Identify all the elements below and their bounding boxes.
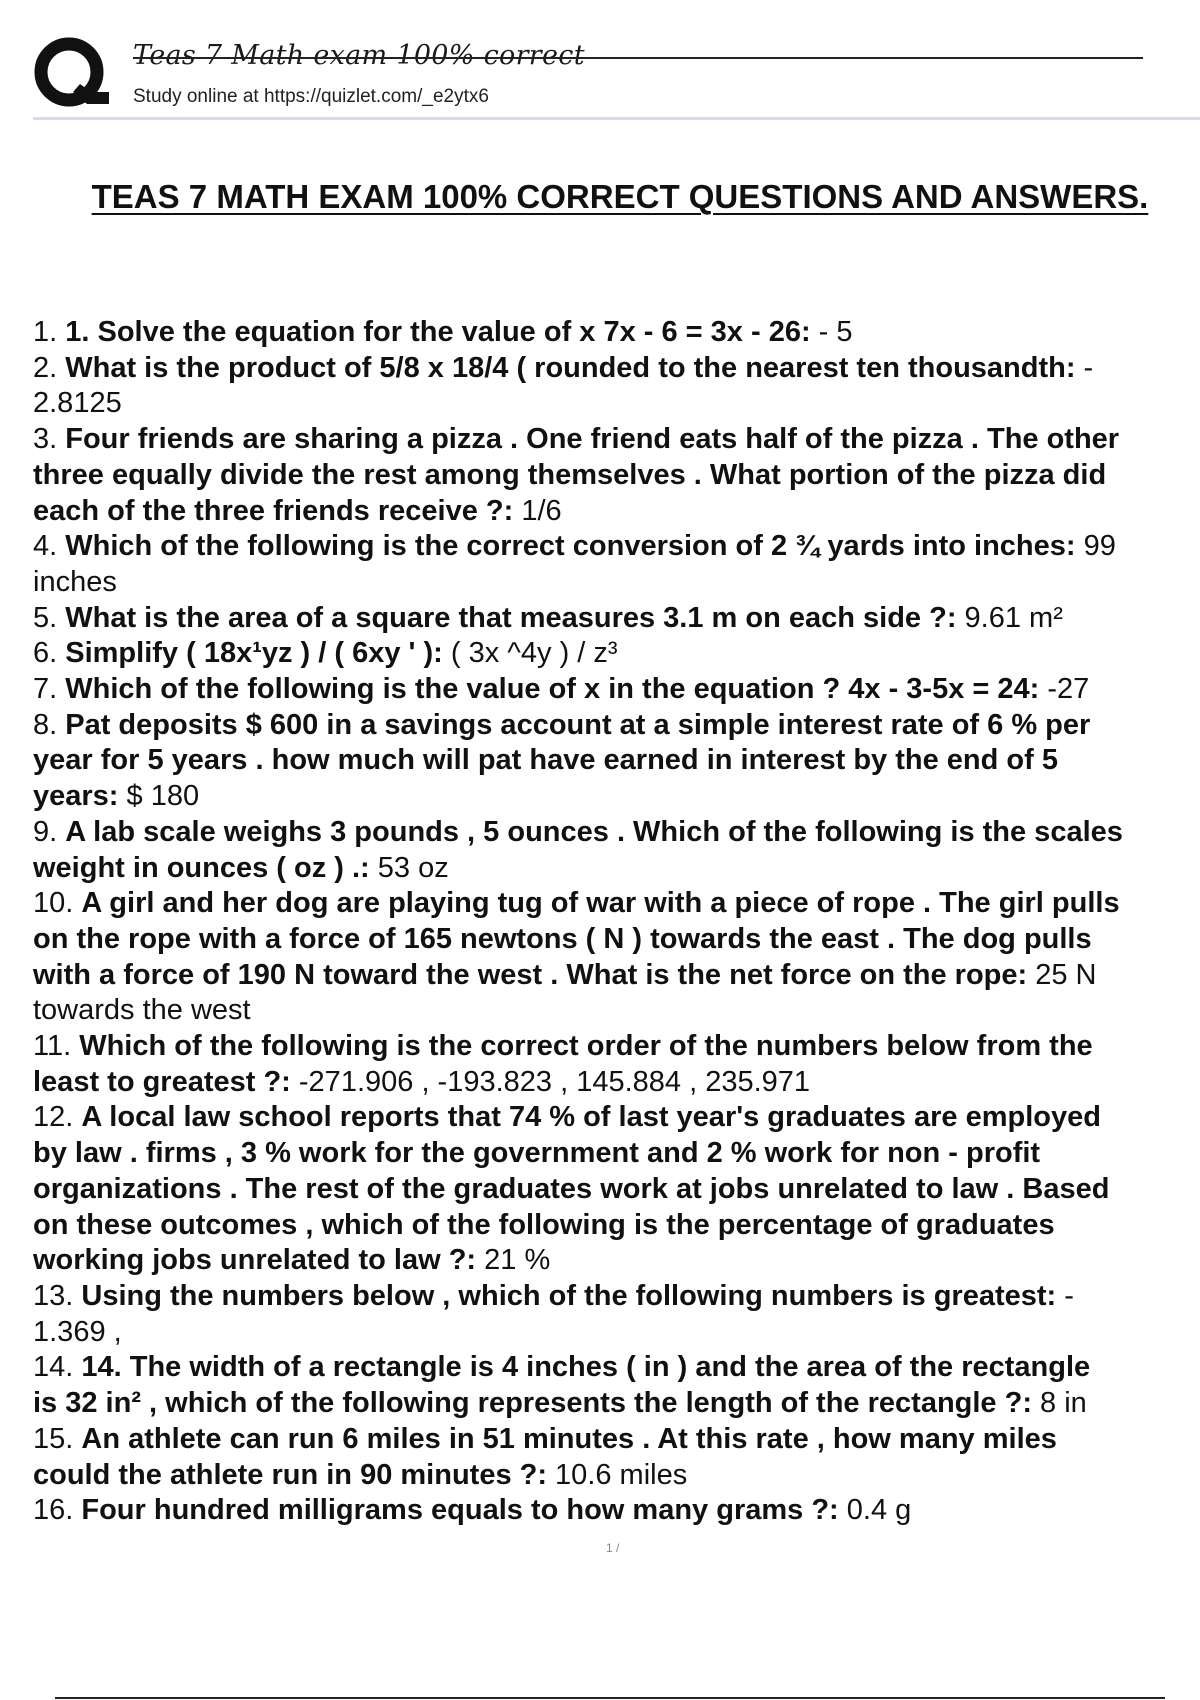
answer-text: 99 <box>1075 530 1116 563</box>
qa-line <box>33 422 1200 458</box>
question-number: 4. <box>33 530 66 563</box>
qa-line <box>33 815 1200 851</box>
question-number: 3. <box>33 423 66 456</box>
question-text: weight in ounces ( oz ) .: <box>33 851 370 884</box>
question-text: organizations . The rest of the graduates work at jobs unrelated to law . Based <box>33 1172 1110 1205</box>
qa-line <box>33 1029 1200 1065</box>
quizlet-logo-icon <box>33 34 111 112</box>
question-answer-list <box>33 315 1200 1525</box>
qa-line <box>33 922 1200 958</box>
answer-text: 8 in <box>1032 1387 1087 1420</box>
question-text: A local law school reports that 74 % of last year's graduates are employed <box>81 1101 1101 1134</box>
question-text: Pat deposits $ 600 in a savings account at a simple interest rate of 6 % per <box>65 708 1091 741</box>
answer-text: $ 180 <box>118 780 200 813</box>
footer-divider <box>55 1697 1165 1699</box>
question-text: with a force of 190 N toward the west . What is the net force on the rope: <box>33 958 1028 991</box>
qa-line <box>33 1386 1200 1422</box>
question-text: Simplify ( 18x¹yz ) / ( 6xy ' ): <box>65 637 443 670</box>
qa-line <box>33 708 1200 744</box>
question-text: years: <box>33 780 119 813</box>
answer-text: towards the west <box>33 994 251 1027</box>
question-text: What is the area of a square that measures 3.1 m on each side ?: <box>65 601 957 634</box>
qa-line <box>33 672 1200 708</box>
answer-text: - <box>1056 1279 1074 1312</box>
main-heading <box>0 178 1200 216</box>
qa-line <box>33 1136 1200 1172</box>
main-heading-text: TEAS 7 MATH EXAM 100% CORRECT QUESTIONS AND ANSWERS. <box>91 178 1149 215</box>
answer-text: inches <box>33 565 117 598</box>
question-text: Which of the following is the correct order of the numbers below from the <box>79 1030 1093 1063</box>
question-number: 6. <box>33 637 66 670</box>
question-number: 15. <box>33 1422 82 1455</box>
question-text: A lab scale weighs 3 pounds , 5 ounces . Which of the following is the scales <box>65 815 1123 848</box>
question-text: Which of the following is the correct conversion of 2 ¾ yards into inches: <box>65 530 1076 563</box>
question-text: could the athlete run in 90 minutes ?: <box>33 1458 547 1491</box>
answer-text: 1.369 , <box>33 1315 122 1348</box>
answer-text: 53 oz <box>369 851 449 884</box>
question-text: each of the three friends receive ?: <box>33 494 514 527</box>
question-text: three equally divide the rest among themselves . What portion of the pizza did <box>33 458 1107 491</box>
qa-line <box>33 743 1200 779</box>
question-text: Four hundred milligrams equals to how many grams ?: <box>81 1494 839 1525</box>
qa-line <box>33 1243 1200 1279</box>
answer-text: 1/6 <box>513 494 562 527</box>
answer-text: 2.8125 <box>33 387 122 420</box>
question-number: 9. <box>33 815 66 848</box>
question-number: 12. <box>33 1101 82 1134</box>
qa-line <box>33 1493 1200 1525</box>
question-number: 2. <box>33 351 66 384</box>
qa-line <box>33 886 1200 922</box>
question-text: least to greatest ?: <box>33 1065 291 1098</box>
question-number: 1. <box>33 316 66 348</box>
question-number: 10. <box>33 887 82 920</box>
qa-line <box>33 1315 1200 1351</box>
question-text: Four friends are sharing a pizza . One friend eats half of the pizza . The other <box>65 423 1120 456</box>
qa-line <box>33 1208 1200 1244</box>
question-number: 13. <box>33 1279 82 1312</box>
page-number: 1 / <box>606 1541 620 1555</box>
answer-text: 9.61 m² <box>956 601 1063 634</box>
question-text: by law . firms , 3 % work for the government and 2 % work for non - profit <box>33 1137 1041 1170</box>
answer-text: ( 3x ^4y ) / z³ <box>442 637 618 670</box>
qa-line <box>33 779 1200 815</box>
answer-text: - <box>1075 351 1094 384</box>
qa-line <box>33 1350 1200 1386</box>
question-text: A girl and her dog are playing tug of war with a piece of rope . The girl pulls <box>81 887 1120 920</box>
qa-line <box>33 386 1200 422</box>
qa-line <box>33 458 1200 494</box>
question-text: Which of the following is the value of x in the equation ? 4x - 3-5x = 24: <box>65 673 1040 706</box>
question-text: Using the numbers below , which of the following numbers is greatest: <box>81 1279 1057 1312</box>
answer-text: - 5 <box>810 316 853 348</box>
question-number: 16. <box>33 1494 82 1525</box>
question-text: What is the product of 5/8 x 18/4 ( rounded to the nearest ten thousandth: <box>65 351 1076 384</box>
title-rule <box>133 57 1143 59</box>
question-text: is 32 in² , which of the following represents the length of the rectangle ?: <box>33 1387 1032 1420</box>
qa-line <box>33 1065 1200 1101</box>
document-title: Teas 7 Math exam 100% correct <box>133 40 585 71</box>
answer-text: 21 % <box>476 1244 551 1277</box>
header-divider <box>33 117 1200 120</box>
qa-line <box>33 1279 1200 1315</box>
question-number: 11. <box>33 1030 80 1063</box>
question-text: 1. Solve the equation for the value of x 7x - 6 = 3x - 26: <box>65 316 811 348</box>
qa-line <box>33 1172 1200 1208</box>
qa-line <box>33 1458 1200 1494</box>
question-text: on these outcomes , which of the following is the percentage of graduates <box>33 1208 1055 1241</box>
qa-line <box>33 565 1200 601</box>
question-number: 7. <box>33 673 66 706</box>
qa-line <box>33 494 1200 530</box>
question-number: 14. <box>33 1351 82 1384</box>
qa-line <box>33 958 1200 994</box>
question-number: 5. <box>33 601 66 634</box>
qa-line <box>33 529 1200 565</box>
answer-text: 25 N <box>1027 958 1097 991</box>
question-text: year for 5 years . how much will pat have earned in interest by the end of 5 <box>33 744 1058 777</box>
qa-line <box>33 351 1200 387</box>
question-text: 14. The width of a rectangle is 4 inches ( in ) and the area of the rectangle <box>81 1351 1091 1384</box>
answer-text: 0.4 g <box>838 1494 912 1525</box>
study-online-link[interactable]: Study online at https://quizlet.com/_e2ytx6 <box>133 86 489 107</box>
qa-line <box>33 601 1200 637</box>
question-text: on the rope with a force of 165 newtons ( N ) towards the east . The dog pulls <box>33 922 1092 955</box>
qa-line <box>33 851 1200 887</box>
qa-line <box>33 993 1200 1029</box>
question-number: 8. <box>33 708 66 741</box>
qa-line <box>33 636 1200 672</box>
answer-text: 10.6 miles <box>547 1458 688 1491</box>
qa-line <box>33 1422 1200 1458</box>
qa-line <box>33 1100 1200 1136</box>
qa-line <box>33 315 1200 351</box>
question-text: An athlete can run 6 miles in 51 minutes . At this rate , how many miles <box>81 1422 1057 1455</box>
question-text: working jobs unrelated to law ?: <box>33 1244 477 1277</box>
answer-text: -27 <box>1039 673 1090 706</box>
answer-text: -271.906 , -193.823 , 145.884 , 235.971 <box>290 1065 811 1098</box>
